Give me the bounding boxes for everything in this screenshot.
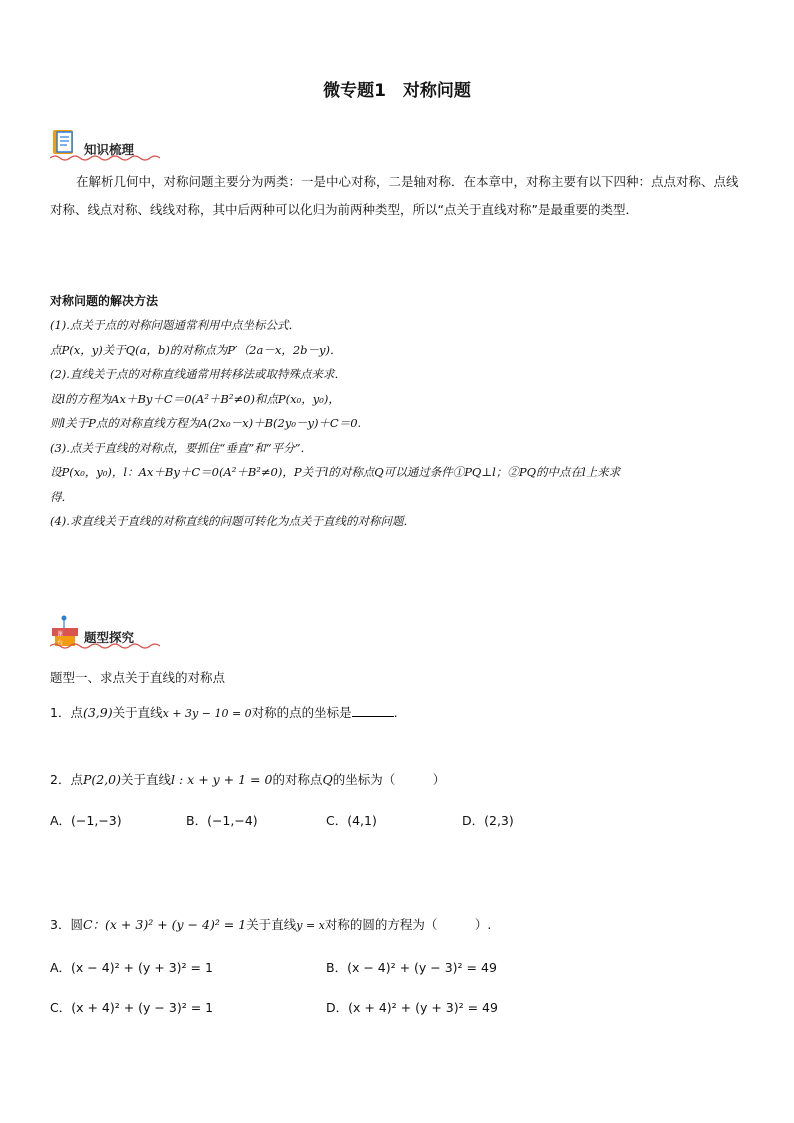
q2-point: P(2,0): [82, 772, 121, 787]
question-2: [50, 770, 445, 788]
q2-line-equation: l : x + y + 1 = 0: [171, 772, 273, 787]
q3-text: 对称的圆的方程为（ ）.: [324, 917, 492, 932]
q2-option-b[interactable]: B．(−1,−4): [186, 813, 258, 828]
q3-option-d[interactable]: D．(x + 4)² + (y + 3)² = 49: [326, 1000, 498, 1015]
method-line: (3).点关于直线的对称点，要抓住“垂直”和“平分”．: [50, 440, 312, 455]
method-line: (2).直线关于点的对称直线通常用转移法或取特殊点来求．: [50, 367, 346, 381]
q2-prefix: 2．点: [50, 772, 83, 787]
question-1: 1．点(3,9)关于直线x + 3y − 10 = 0对称的点的坐标是 .: [50, 705, 398, 720]
q1-point: (3,9): [82, 705, 113, 720]
q3-option-b[interactable]: B．(x − 4)² + (y − 3)² = 49: [326, 960, 497, 975]
q1-text: 对称的点的坐标是: [251, 705, 352, 720]
page-title: 微专题1 对称问题: [323, 81, 471, 101]
question-type-heading: 题型一、求点关于直线的对称点: [50, 670, 226, 685]
podium-badge-text: 课台: [57, 631, 64, 647]
knowledge-label: 知识梳理: [84, 142, 135, 157]
q2-option-d[interactable]: D．(2,3): [462, 813, 514, 828]
method-line: 设l的方程为Ax＋By＋C＝0(A²＋B²≠0)和点P(x₀，y₀)，: [50, 391, 340, 406]
q2-text: 关于直线: [121, 772, 172, 787]
q3-option-a[interactable]: A．(x − 4)² + (y + 3)² = 1: [50, 960, 213, 975]
q2-text: 的坐标为（ ）: [332, 772, 446, 787]
q3-circle-name: C: [82, 917, 93, 932]
method-title: 对称问题的解决方法: [50, 294, 159, 308]
q1-prefix: 1．点: [50, 705, 83, 720]
method-line: 则l关于P点的对称直线方程为A(2x₀－x)＋B(2y₀－y)＋C＝0.: [50, 416, 362, 430]
question-3: [50, 915, 491, 933]
q2-text: 的对称点: [272, 772, 323, 787]
method-line: (4).求直线关于直线的对称直线的问题可转化为点关于直线的对称问题．: [50, 514, 415, 528]
q3-text: 关于直线: [246, 917, 297, 932]
q3-prefix: 3．圆: [50, 917, 83, 932]
answer-blank[interactable]: [352, 706, 394, 717]
method-line: 得．: [50, 489, 73, 504]
wavy-underline: [50, 642, 160, 650]
wavy-underline: [50, 154, 160, 162]
method-block: [50, 313, 750, 534]
method-line: (1).点关于点的对称问题通常利用中点坐标公式．: [50, 318, 300, 332]
q1-line-equation: x + 3y − 10 = 0: [162, 707, 252, 720]
q3-line-equation: y = x: [296, 919, 325, 932]
explore-label: 题型探究: [84, 630, 135, 645]
q2-option-c[interactable]: C．(4,1): [326, 813, 377, 828]
method-line: 设P(x₀，y₀)，l：Ax＋By＋C＝0(A²＋B²≠0)，P关于l的对称点Q可以通过条件①PQ⊥l；②PQ的中点在l上来求: [50, 465, 621, 479]
q2-option-a[interactable]: A．(−1,−3): [50, 813, 122, 828]
q2-symmetric-point: Q: [322, 772, 333, 787]
method-line: 点P(x，y)关于Q(a，b)的对称点为P′（2a－x，2b－y)．: [50, 342, 342, 357]
q1-text: 关于直线: [112, 705, 163, 720]
knowledge-paragraph: 在解析几何中，对称问题主要分为两类：一是中心对称，二是轴对称．在本章中，对称主要有以下四种：点点对称、点线对称、线点对称、线线对称，其中后两种可以化归为前两种类型，所以“点关于直线对称”是最重要的类型．: [50, 174, 739, 217]
q3-option-c[interactable]: C．(x + 4)² + (y − 3)² = 1: [50, 1000, 214, 1015]
q3-circle-equation: ：(x + 3)² + (y − 4)² = 1: [92, 917, 247, 932]
